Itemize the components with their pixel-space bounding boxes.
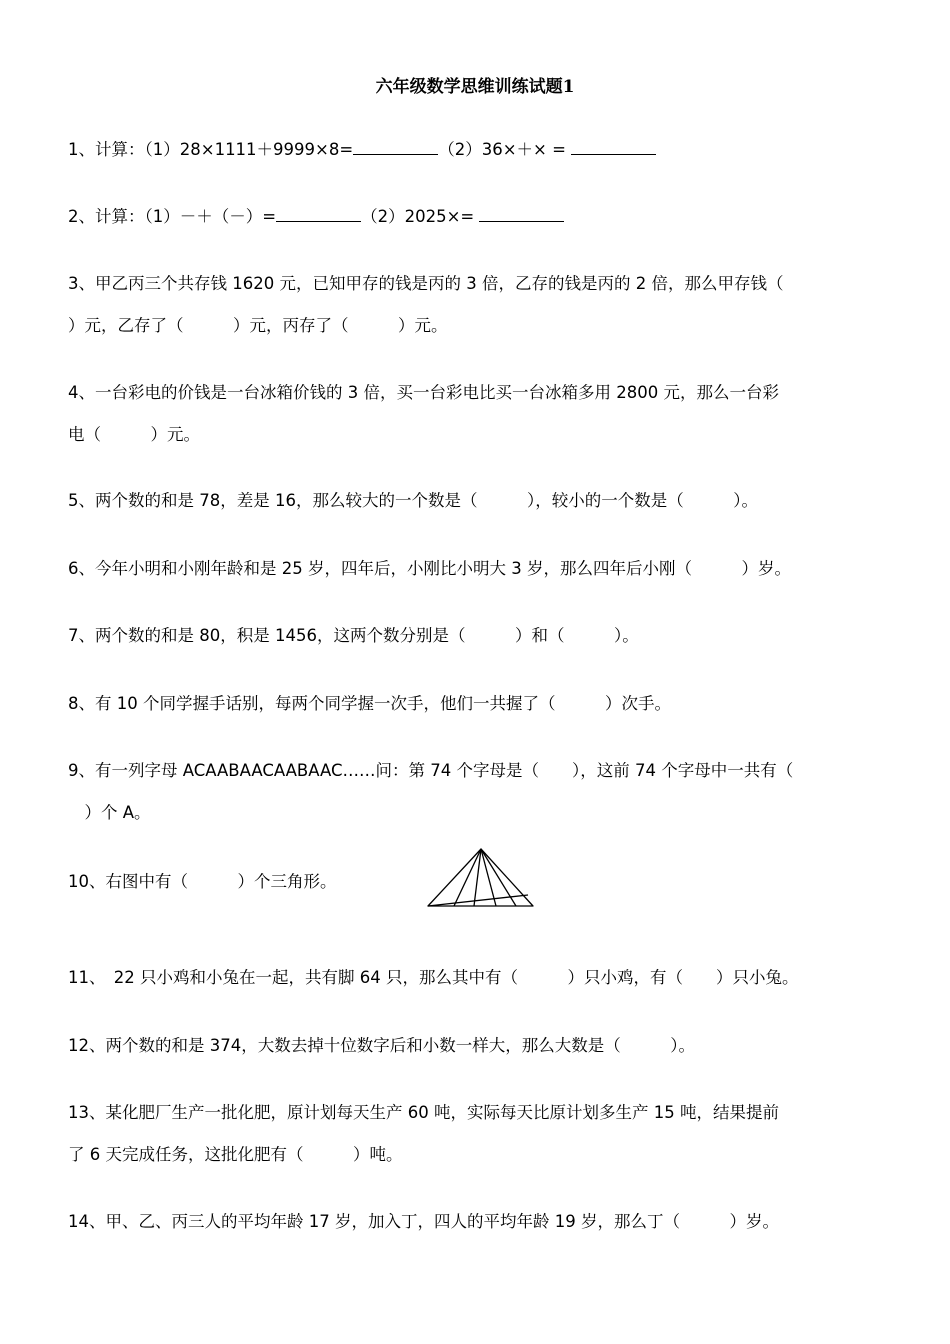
question-3-line-2: ）元，乙存了（ ）元，丙存了（ ）元。 (68, 316, 448, 335)
answer-blank[interactable] (479, 205, 564, 222)
question-4-line-1: 4、一台彩电的价钱是一台冰箱价钱的 3 倍，买一台彩电比买一台冰箱多用 2800 元，那么一台彩 (68, 383, 779, 402)
question-7: 7、两个数的和是 80，积是 1456，这两个数分别是（ ）和（ ）。 (68, 626, 639, 645)
question-12: 12、两个数的和是 374，大数去掉十位数字后和小数一样大，那么大数是（ ）。 (68, 1036, 695, 1055)
question-11: 11、 22 只小鸡和小兔在一起，共有脚 64 只，那么其中有（ ）只小鸡，有（ ）只小兔。 (68, 968, 799, 987)
question-13-line-1: 13、某化肥厂生产一批化肥，原计划每天生产 60 吨，实际每天比原计划多生产 15 吨，结果提前 (68, 1103, 779, 1122)
question-2 (68, 205, 564, 228)
question-4-line-2: 电（ ）元。 (68, 425, 200, 444)
question-1 (68, 138, 656, 161)
question-13-line-2: 了 6 天完成任务，这批化肥有（ ）吨。 (68, 1145, 403, 1164)
page-title: 六年级数学思维训练试题1 (375, 77, 575, 97)
answer-blank[interactable] (353, 138, 438, 155)
answer-blank[interactable] (571, 138, 656, 155)
question-5: 5、两个数的和是 78，差是 16，那么较大的一个数是（ ），较小的一个数是（ ）。 (68, 491, 758, 510)
question-14: 14、甲、乙、丙三人的平均年龄 17 岁，加入丁，四人的平均年龄 19 岁，那么丁（ ）岁。 (68, 1212, 779, 1231)
question-2-part-1: 2、计算：（1）－＋（－）= (68, 207, 277, 226)
question-1-part-2: （2）36×＋× = (438, 140, 572, 159)
question-1-part-1: 1、计算：（1）28×1111＋9999×8= (68, 140, 354, 159)
answer-blank[interactable] (276, 205, 361, 222)
question-6: 6、今年小明和小刚年龄和是 25 岁，四年后，小刚比小明大 3 岁，那么四年后小刚（ ）岁。 (68, 559, 791, 578)
question-2-part-2: （2）2025×= (361, 207, 480, 226)
question-9-line-1: 9、有一列字母 ACAABAACAABAAC……问：第 74 个字母是（ ），这前 74 个字母中一共有（ (68, 761, 794, 780)
question-10: 10、右图中有（ ）个三角形。 (68, 872, 337, 891)
question-3-line-1: 3、甲乙丙三个共存钱 1620 元，已知甲存的钱是丙的 3 倍，乙存的钱是丙的 2 倍，那么甲存钱（ (68, 274, 784, 293)
triangle-figure (424, 846, 538, 910)
question-8: 8、有 10 个同学握手话别，每两个同学握一次手，他们一共握了（ ）次手。 (68, 694, 671, 713)
question-9-line-2: ）个 A。 (68, 803, 151, 822)
